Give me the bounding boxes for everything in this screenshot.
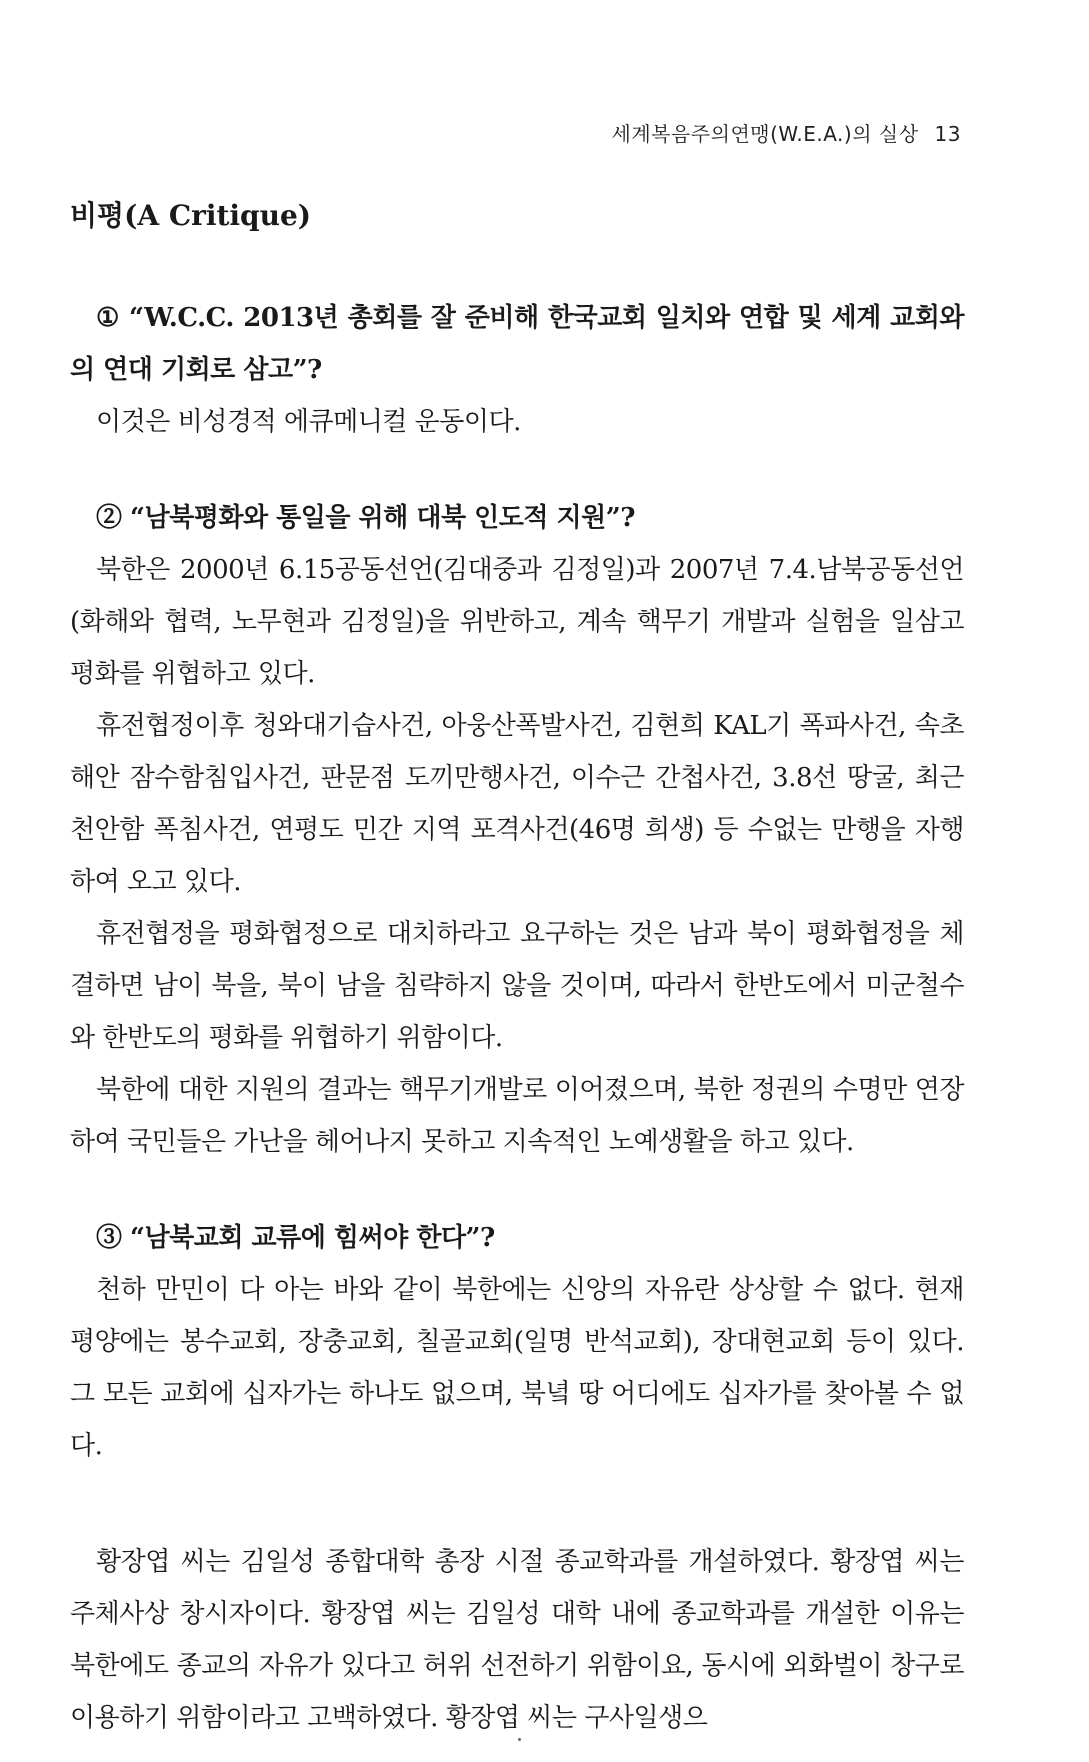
running-title: 세계복음주의연맹(W.E.A.)의 실상 [611, 122, 919, 146]
running-header [612, 118, 961, 147]
point-1-paragraph: 이것은 비성경적 에큐메니컬 운동이다. [96, 407, 521, 437]
closing-paragraph: 황장엽 씨는 김일성 종합대학 총장 시절 종교학과를 개설하였다. 황장엽 씨는 주체사상 창시자이다. 황장엽 씨는 김일성 대학 내에 종교학과를 개설한 이유는 북한에도 종교의 자유가 있다고 허위 선전하기 위함이요, 동시에 외화벌이 창구로 이용하기 위함이라고 고백하였다. 황장엽 씨는 구사일생으 [70, 1547, 964, 1733]
point-2-heading: ② “남북평화와 통일을 위해 대북 인도적 지원”? [96, 503, 635, 533]
point-3-paragraph: 천하 만민이 다 아는 바와 같이 북한에는 신앙의 자유란 상상할 수 없다. 현재 평양에는 봉수교회, 장충교회, 칠골교회(일명 반석교회), 장대현교회 등이 있다. 그 모든 교회에 십자가는 하나도 없으며, 북녘 땅 어디에도 십자가를 찾아볼 수 없다. [70, 1275, 964, 1461]
point-2-paragraph: 휴전협정을 평화협정으로 대치하라고 요구하는 것은 남과 북이 평화협정을 체결하면 남이 북을, 북이 남을 침략하지 않을 것이며, 따라서 한반도에서 미군철수와 한반도의 평화를 위협하기 위함이다. [70, 919, 964, 1053]
point-3-heading: ③ “남북교회 교류에 힘써야 한다”? [96, 1223, 495, 1253]
body-text [70, 292, 964, 1744]
point-2-paragraph: 휴전협정이후 청와대기습사건, 아웅산폭발사건, 김현희 KAL기 폭파사건, 속초해안 잠수함침입사건, 판문점 도끼만행사건, 이수근 간첩사건, 3.8선 땅굴, 최근 천안함 폭침사건, 연평도 민간 지역 포격사건(46명 희생) 등 수없는 만행을 자행하여 오고 있다. [70, 711, 964, 897]
point-2-paragraph: 북한은 2000년 6.15공동선언(김대중과 김정일)과 2007년 7.4.남북공동선언(화해와 협력, 노무현과 김정일)을 위반하고, 계속 핵무기 개발과 실험을 일삼고 평화를 위협하고 있다. [70, 555, 964, 689]
section-title: 비평(A Critique) [70, 199, 312, 232]
page-number: 13 [934, 122, 961, 146]
scan-speck [518, 1738, 521, 1741]
point-1-heading: ① “W.C.C. 2013년 총회를 잘 준비해 한국교회 일치와 연합 및 세계 교회와의 연대 기회로 삼고”? [70, 303, 964, 385]
point-2-paragraph: 북한에 대한 지원의 결과는 핵무기개발로 이어졌으며, 북한 정권의 수명만 연장하여 국민들은 가난을 헤어나지 못하고 지속적인 노예생활을 하고 있다. [70, 1075, 964, 1157]
